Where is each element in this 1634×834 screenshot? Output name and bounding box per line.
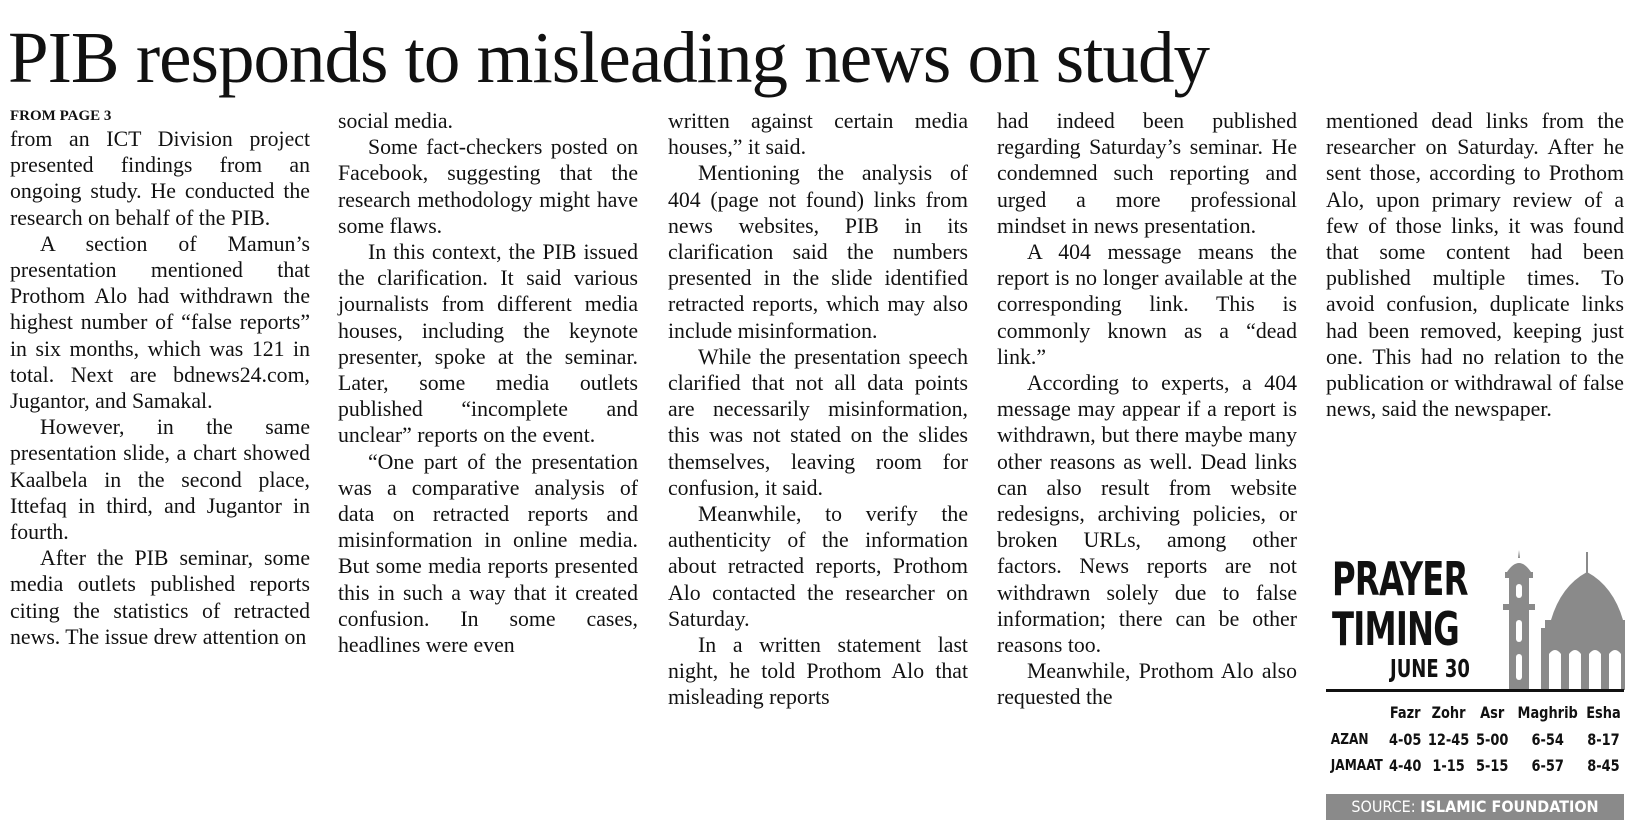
paragraph: In a written statement last night, he told Prothom Alo that misleading reports — [668, 633, 968, 710]
paragraph: “One part of the presentation was a comparative analysis of data on retracted reports and misinformation in online media. But some media reports presented this in such a way that it created confusion. In some cases, headlines were even — [338, 449, 638, 658]
prayer-timing-box — [1326, 548, 1624, 828]
article-column-5 — [1326, 108, 1624, 422]
paragraph: According to experts, a 404 message may appear if a report is withdrawn, but there maybe many other reasons as well. Dead links can also result from website redesigns, archiving policies, or broken URLs, among other factors. News reports are not withdrawn solely due to false information; there can be other reasons too. — [997, 371, 1297, 658]
paragraph: A 404 message means the report is no longer available at the corresponding link. This is commonly known as a “dead link.” — [997, 240, 1297, 369]
time-cell: 5-00 — [1476, 729, 1509, 749]
paragraph: However, in the same presentation slide, a chart showed Kaalbela in the second place, Ittefaq in third, and Jugantor in fourth. — [10, 415, 310, 545]
time-cell: 8-45 — [1587, 755, 1620, 775]
prayer-divider — [1326, 689, 1624, 692]
paragraph: In this context, the PIB issued the clarification. It said various journalists from different media houses, including the keynote presenter, spoke at the seminar. Later, some media outlets published “incomplete and unclear” reports on the event. — [338, 240, 638, 448]
prayer-title-line1: PRAYER — [1332, 552, 1468, 606]
column-header: Fazr — [1389, 702, 1421, 722]
prayer-title-line2: TIMING — [1332, 602, 1459, 656]
time-cell: 8-17 — [1587, 729, 1620, 749]
time-cell: 4-05 — [1388, 729, 1422, 749]
prayer-date: JUNE 30 — [1390, 654, 1470, 683]
table-row — [1326, 726, 1624, 752]
column-header: Asr — [1480, 702, 1505, 722]
prayer-title — [1332, 554, 1468, 654]
article-column-4 — [997, 108, 1297, 711]
paragraph: written against certain media houses,” it said. — [668, 109, 968, 160]
table-row — [1326, 752, 1624, 778]
prayer-times-table — [1326, 698, 1624, 778]
time-cell: 6-54 — [1531, 729, 1564, 749]
time-cell: 5-15 — [1476, 755, 1509, 775]
paragraph: Meanwhile, Prothom Alo also requested the — [997, 659, 1297, 710]
source-bar — [1326, 794, 1624, 820]
paragraph: from an ICT Division project presented findings from an ongoing study. He conducted the research on behalf of the PIB. — [10, 127, 310, 230]
paragraph: social media. — [338, 109, 453, 133]
column-header: Maghrib — [1517, 702, 1578, 722]
article-column-2 — [338, 108, 638, 658]
paragraph: While the presentation speech clarified that not all data points are necessarily misinformation, this was not stated on the slides themselves, leaving room for confusion, it said. — [668, 344, 968, 500]
column-header: Esha — [1586, 702, 1621, 722]
paragraph: Some fact-checkers posted on Facebook, suggesting that the research methodology might have some flaws. — [338, 135, 638, 238]
headline: PIB responds to misleading news on study — [8, 17, 1209, 98]
column-header-blank — [1329, 698, 1383, 726]
row-label: AZAN — [1330, 730, 1369, 748]
paragraph: A section of Mamun’s presentation mentioned that Prothom Alo had withdrawn the highest number of “false reports” in six months, which was 121 in total. Next are bdnews24.com, Jugantor, and Samakal. — [10, 231, 310, 414]
time-cell: 12-45 — [1428, 729, 1470, 749]
paragraph: mentioned dead links from the researcher on Saturday. After he sent those, according to Prothom Alo, upon primary review of a few of those links, it was found that some content had been published multiple times. To avoid confusion, duplicate links had been removed, keeping just one. This had no relation to the publication or withdrawal of false news, said the newspaper. — [1326, 109, 1624, 422]
source-name: ISLAMIC FOUNDATION — [1420, 797, 1599, 816]
article-column-1 — [10, 106, 310, 650]
paragraph: Mentioning the analysis of 404 (page not found) links from news websites, PIB in its clarification said the numbers presented in the slide identified retracted reports, which may also include misinformation. — [668, 161, 968, 343]
mosque-icon — [1489, 550, 1625, 690]
paragraph: Meanwhile, to verify the authenticity of the information about retracted reports, Prothom Alo contacted the researcher on Saturday. — [668, 502, 968, 631]
table-header-row — [1326, 698, 1624, 726]
time-cell: 1-15 — [1432, 755, 1465, 775]
paragraph: After the PIB seminar, some media outlets published reports citing the statistics of retracted news. The issue drew attention on — [10, 546, 310, 649]
column-header: Zohr — [1431, 702, 1466, 722]
time-cell: 6-57 — [1531, 755, 1564, 775]
time-cell: 4-40 — [1388, 755, 1422, 775]
paragraph: had indeed been published regarding Saturday’s seminar. He condemned such reporting and urged a more professional mindset in news presentation. — [997, 109, 1297, 238]
source-prefix: SOURCE: — [1351, 797, 1416, 816]
continued-from-label: FROM PAGE 3 — [10, 108, 112, 124]
article-column-3 — [668, 108, 968, 711]
row-label: JAMAAT — [1330, 756, 1383, 774]
